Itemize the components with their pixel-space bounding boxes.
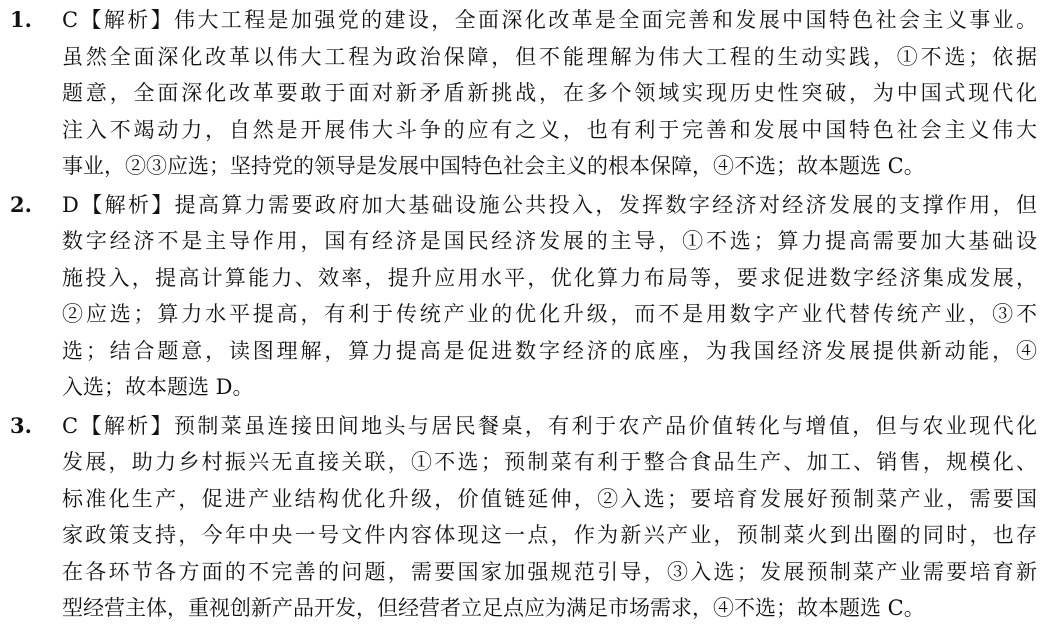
item-2-line-6: 入选；故本题选 D。 [62, 375, 254, 399]
item-3-line-6: 型经营主体，重视创新产品开发，但经营者立足点应为满足市场需求，④不选；故本题选 C。 [62, 596, 925, 620]
answer-item-2 [0, 187, 1053, 406]
item-1-line-1: C【解析】伟大工程是加强党的建设，全面深化改革是全面完善和发展中国特色社会主义事业。 [62, 8, 1037, 32]
answer-item-3 [0, 408, 1053, 627]
item-1-line-3: 题意，全面深化改革要敢于面对新矛盾新挑战，在多个领域实现历史性突破，为中国式现代化 [62, 81, 1037, 105]
item-2-line-3: 施投入，提高计算能力、效率，提升应用水平，优化算力布局等，要求促进数字经济集成发展， [62, 265, 1037, 290]
item-3-line-5: 在各环节各方面的不完善的问题，需要国家加强规范引导，③入选；发展预制菜产业需要培育新 [62, 559, 1037, 584]
item-3-line-2: 发展，助力乡村振兴无直接关联，①不选；预制菜有利于整合食品生产、加工、销售，规模化、 [62, 450, 1037, 474]
item-1-line-4: 注入不竭动力，自然是开展伟大斗争的应有之义，也有利于完善和发展中国特色社会主义伟大 [62, 117, 1037, 142]
item-1-line-2: 虽然全面深化改革以伟大工程为政治保障，但不能理解为伟大工程的生动实践，①不选；依据 [62, 44, 1037, 69]
item-2-line-4: ②应选；算力水平提高，有利于传统产业的优化升级，而不是用数字产业代替传统产业，③不 [62, 302, 1037, 326]
item-1-line-5: 事业，②③应选；坚持党的领导是发展中国特色社会主义的根本保障，④不选；故本题选 C。 [62, 154, 925, 178]
item-number: 3. [10, 412, 32, 438]
item-2-line-2: 数字经济不是主导作用，国有经济是国民经济发展的主导，①不选；算力提高需要加大基础设 [62, 229, 1037, 253]
answer-item-1 [0, 2, 1053, 185]
item-3-line-4: 家政策支持，今年中央一号文件内容体现这一点，作为新兴产业，预制菜火到出圈的同时，也存 [62, 523, 1037, 547]
item-number: 2. [10, 191, 32, 217]
item-number: 1. [10, 7, 32, 32]
item-2-line-5: 选；结合题意，读图理解，算力提高是促进数字经济的底座，为我国经济发展提供新动能，④ [62, 338, 1037, 363]
item-3-line-1: C【解析】预制菜虽连接田间地头与居民餐桌，有利于农产品价值转化与增值，但与农业现代化 [62, 413, 1037, 438]
item-3-line-3: 标准化生产，促进产业结构优化升级，价值链延伸，②入选；要培育发展好预制菜产业，需要国 [62, 486, 1037, 511]
item-2-line-1: D【解析】提高算力需要政府加大基础设施公共投入，发挥数字经济对经济发展的支撑作用，但 [62, 192, 1037, 217]
